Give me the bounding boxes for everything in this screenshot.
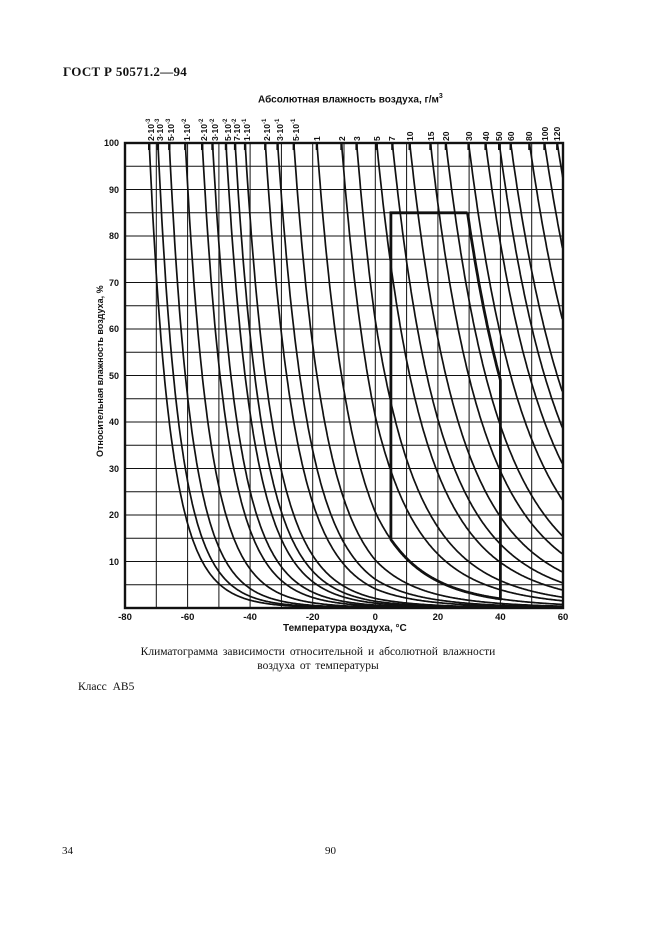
abs-humidity-curve <box>446 143 563 536</box>
top-axis-tick-label: 10 <box>404 131 415 141</box>
y-axis-tick-label: 50 <box>108 370 119 381</box>
y-axis-tick-label: 30 <box>108 463 119 474</box>
figure-caption-line2: воздуха от температуры <box>257 660 379 672</box>
abs-humidity-curve <box>377 143 563 590</box>
figure-caption <box>98 645 538 673</box>
top-axis-tick-label: 1 <box>311 136 322 141</box>
y-axis-tick-label: 20 <box>108 510 119 520</box>
top-axis-tick-label: $1\cdot 10^{-2}$ <box>182 118 193 141</box>
x-axis-tick-label: -20 <box>305 612 320 623</box>
top-axis-tick-label: 2 <box>336 136 347 141</box>
top-axis-tick-label: $3\cdot 10^{-1}$ <box>274 118 285 141</box>
page-number-left: 34 <box>62 845 73 857</box>
y-axis-tick-label: 60 <box>108 324 119 334</box>
x-axis-tick-label: -80 <box>118 612 132 623</box>
x-axis-tick-label: 40 <box>495 612 506 623</box>
y-axis-tick-label: 10 <box>108 556 119 567</box>
y-axis-title: Относительная влажность воздуха, % <box>95 285 105 457</box>
x-axis-tick-label: 0 <box>372 612 378 623</box>
top-axis-tick-label: 3 <box>351 136 362 141</box>
x-axis-tick-label: -40 <box>243 612 257 623</box>
top-axis-tick-label: $2\cdot 10^{-1}$ <box>262 118 273 141</box>
document-header: ГОСТ Р 50571.2—94 <box>63 64 188 79</box>
top-axis-tick-label: 80 <box>524 131 535 141</box>
y-axis-tick-label: 100 <box>103 138 119 148</box>
top-axis-tick-label: $5\cdot 10^{-1}$ <box>290 118 301 141</box>
y-axis-tick-label: 80 <box>108 231 119 241</box>
x-axis-tick-label: 60 <box>557 612 569 623</box>
top-axis-tick-label: 50 <box>494 131 505 141</box>
top-axis-title <box>258 93 443 105</box>
abs-humidity-curve <box>431 143 563 554</box>
figure-caption-line1: Климатограмма зависимости относительной и абсолютной влажности <box>140 646 496 658</box>
top-axis-tick-label: $3\cdot 10^{-3}$ <box>154 118 165 141</box>
top-axis-tick-label: 120 <box>552 126 563 141</box>
top-axis-tick-label: $5\cdot 10^{-2}$ <box>222 118 233 141</box>
y-axis-tick-label: 90 <box>108 184 119 195</box>
top-axis-title-superscript: 3 <box>438 93 443 100</box>
top-axis-tick-label: $3\cdot 10^{-2}$ <box>209 118 220 141</box>
top-axis-tick-label: 30 <box>463 131 474 141</box>
class-label: Класс АВ5 <box>78 681 135 693</box>
x-axis-tick-label: 20 <box>432 612 444 623</box>
abs-humidity-curve <box>529 143 562 319</box>
x-axis-tick-label: -60 <box>180 612 195 623</box>
top-axis-tick-label: 100 <box>539 126 550 141</box>
top-axis-tick-label: 7 <box>387 136 398 141</box>
top-axis-tick-label: 5 <box>371 136 382 141</box>
top-axis-tick-label: $1\cdot 10^{-1}$ <box>241 118 252 141</box>
top-axis-tick-label: $7\cdot 10^{-2}$ <box>231 118 242 141</box>
top-axis-tick-label: 15 <box>425 131 436 141</box>
top-axis-tick-label: $5\cdot 10^{-3}$ <box>166 118 177 141</box>
grid-lines <box>125 143 563 608</box>
page-number-center: 90 <box>325 845 336 857</box>
y-axis-tick-label: 40 <box>108 417 119 427</box>
y-axis-tick-label: 70 <box>108 277 119 288</box>
top-axis-tick-label: 40 <box>480 131 491 141</box>
top-axis-tick-label: 60 <box>505 131 516 141</box>
x-axis-title: Температура воздуха, °С <box>283 623 407 634</box>
top-axis-tick-label: $2\cdot 10^{-2}$ <box>199 118 210 141</box>
top-axis-title-text: Абсолютная влажность воздуха, г/м <box>258 94 439 106</box>
top-axis-tick-label: 20 <box>440 131 451 141</box>
top-axis-tick-label: $2\cdot 10^{-3}$ <box>146 118 157 141</box>
